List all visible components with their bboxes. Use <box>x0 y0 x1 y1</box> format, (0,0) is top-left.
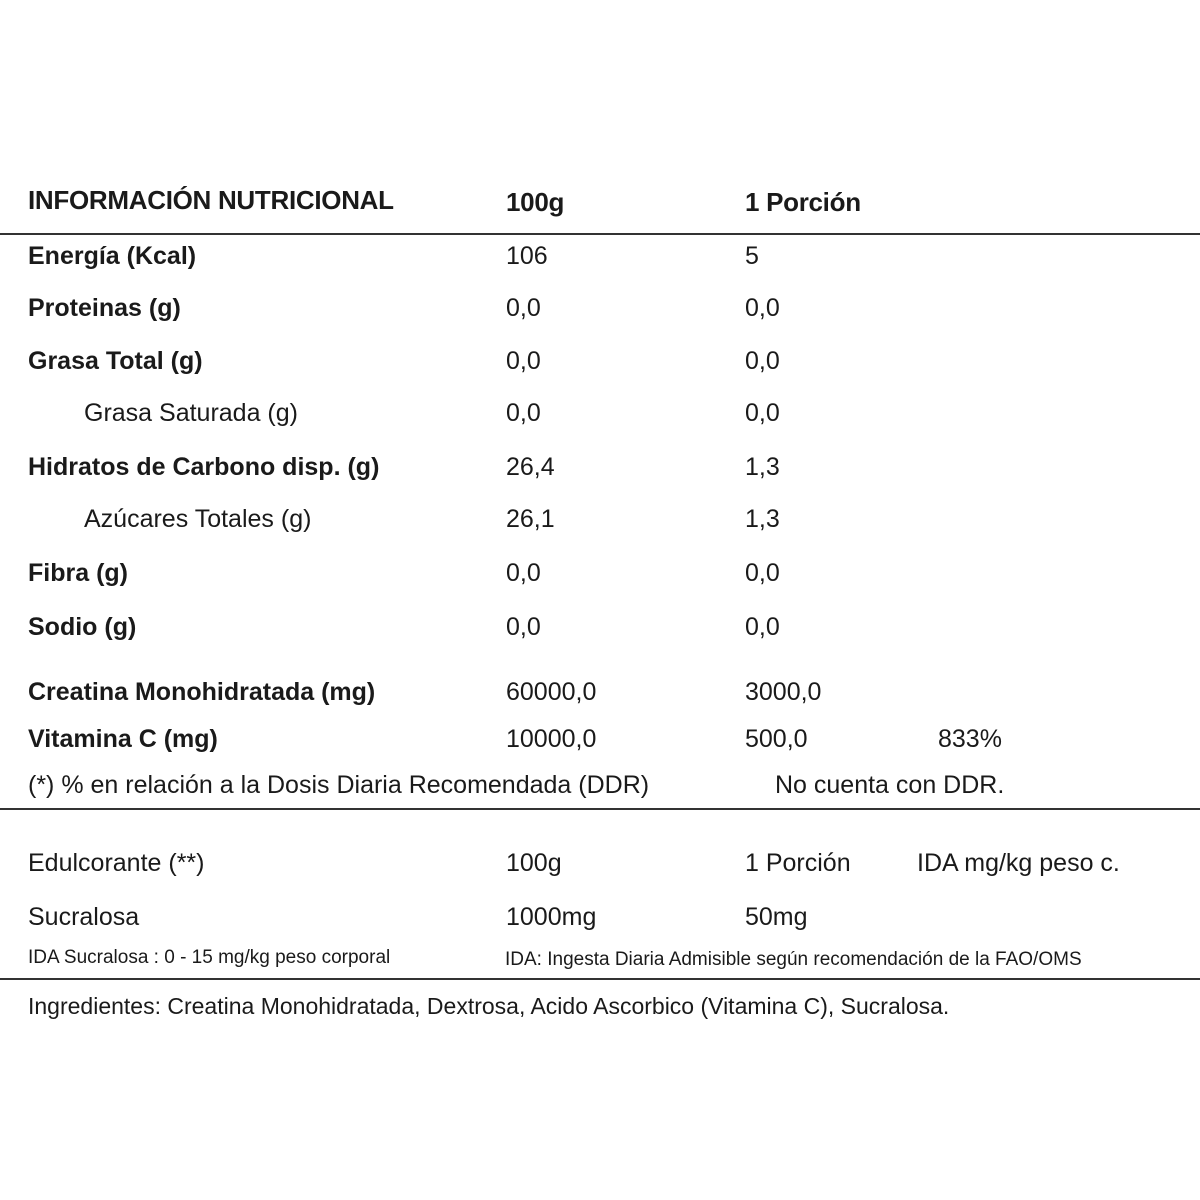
row-value-creatine-100g: 60000,0 <box>506 678 597 706</box>
row-label-total-fat: Grasa Total (g) <box>28 347 203 375</box>
row-value-energy-portion: 5 <box>745 242 759 270</box>
sweetener-name: Sucralosa <box>28 903 140 931</box>
row-value-fiber-100g: 0,0 <box>506 559 541 587</box>
table-title: INFORMACIÓN NUTRICIONAL <box>28 185 394 215</box>
sweetener-header-label: Edulcorante (**) <box>28 849 205 877</box>
ingredients-text: Ingredientes: Creatina Monohidratada, Dextrosa, Acido Ascorbico (Vitamina C), Sucralosa. <box>28 993 950 1019</box>
sweetener-value-100g: 1000mg <box>506 903 597 931</box>
row-label-energy: Energía (Kcal) <box>28 242 197 270</box>
row-label-creatine: Creatina Monohidratada (mg) <box>28 678 376 706</box>
row-label-vitamin-c: Vitamina C (mg) <box>28 725 218 753</box>
row-value-creatine-portion: 3000,0 <box>745 678 822 706</box>
ida-sucralose-note: IDA Sucralosa : 0 - 15 mg/kg peso corporal <box>28 947 391 968</box>
sweetener-header-ida: IDA mg/kg peso c. <box>917 849 1120 877</box>
row-value-protein-portion: 0,0 <box>745 294 780 322</box>
row-value-sodium-portion: 0,0 <box>745 613 780 641</box>
section-divider <box>0 808 1200 810</box>
row-value-saturated-fat-100g: 0,0 <box>506 399 541 427</box>
row-label-carbohydrates: Hidratos de Carbono disp. (g) <box>28 453 380 481</box>
ida-definition-note: IDA: Ingesta Diaria Admisible según recomendación de la FAO/OMS <box>505 949 1082 970</box>
header-divider <box>0 233 1200 235</box>
sweetener-value-portion: 50mg <box>745 903 808 931</box>
row-value-protein-100g: 0,0 <box>506 294 541 322</box>
row-value-vitamin-c-portion: 500,0 <box>745 725 808 753</box>
ddr-footnote: (*) % en relación a la Dosis Diaria Recomendada (DDR) <box>28 771 650 799</box>
row-label-protein: Proteinas (g) <box>28 294 181 322</box>
sweetener-header-portion: 1 Porción <box>745 849 851 877</box>
ingredients-divider <box>0 978 1200 980</box>
row-label-saturated-fat: Grasa Saturada (g) <box>84 399 298 427</box>
column-header-portion: 1 Porción <box>745 187 861 217</box>
row-label-total-sugars: Azúcares Totales (g) <box>84 505 312 533</box>
row-value-saturated-fat-portion: 0,0 <box>745 399 780 427</box>
row-value-carbohydrates-portion: 1,3 <box>745 453 780 481</box>
row-value-vitamin-c-ddr: 833% <box>938 725 1002 753</box>
row-value-total-sugars-portion: 1,3 <box>745 505 780 533</box>
row-value-carbohydrates-100g: 26,4 <box>506 453 555 481</box>
row-label-sodium: Sodio (g) <box>28 613 137 641</box>
ddr-none-note: No cuenta con DDR. <box>775 771 1005 799</box>
row-value-vitamin-c-100g: 10000,0 <box>506 725 597 753</box>
row-value-total-fat-100g: 0,0 <box>506 347 541 375</box>
row-value-energy-100g: 106 <box>506 242 548 270</box>
row-value-sodium-100g: 0,0 <box>506 613 541 641</box>
row-value-total-sugars-100g: 26,1 <box>506 505 555 533</box>
column-header-100g: 100g <box>506 187 565 217</box>
sweetener-header-100g: 100g <box>506 849 562 877</box>
row-value-total-fat-portion: 0,0 <box>745 347 780 375</box>
row-value-fiber-portion: 0,0 <box>745 559 780 587</box>
row-label-fiber: Fibra (g) <box>28 559 128 587</box>
